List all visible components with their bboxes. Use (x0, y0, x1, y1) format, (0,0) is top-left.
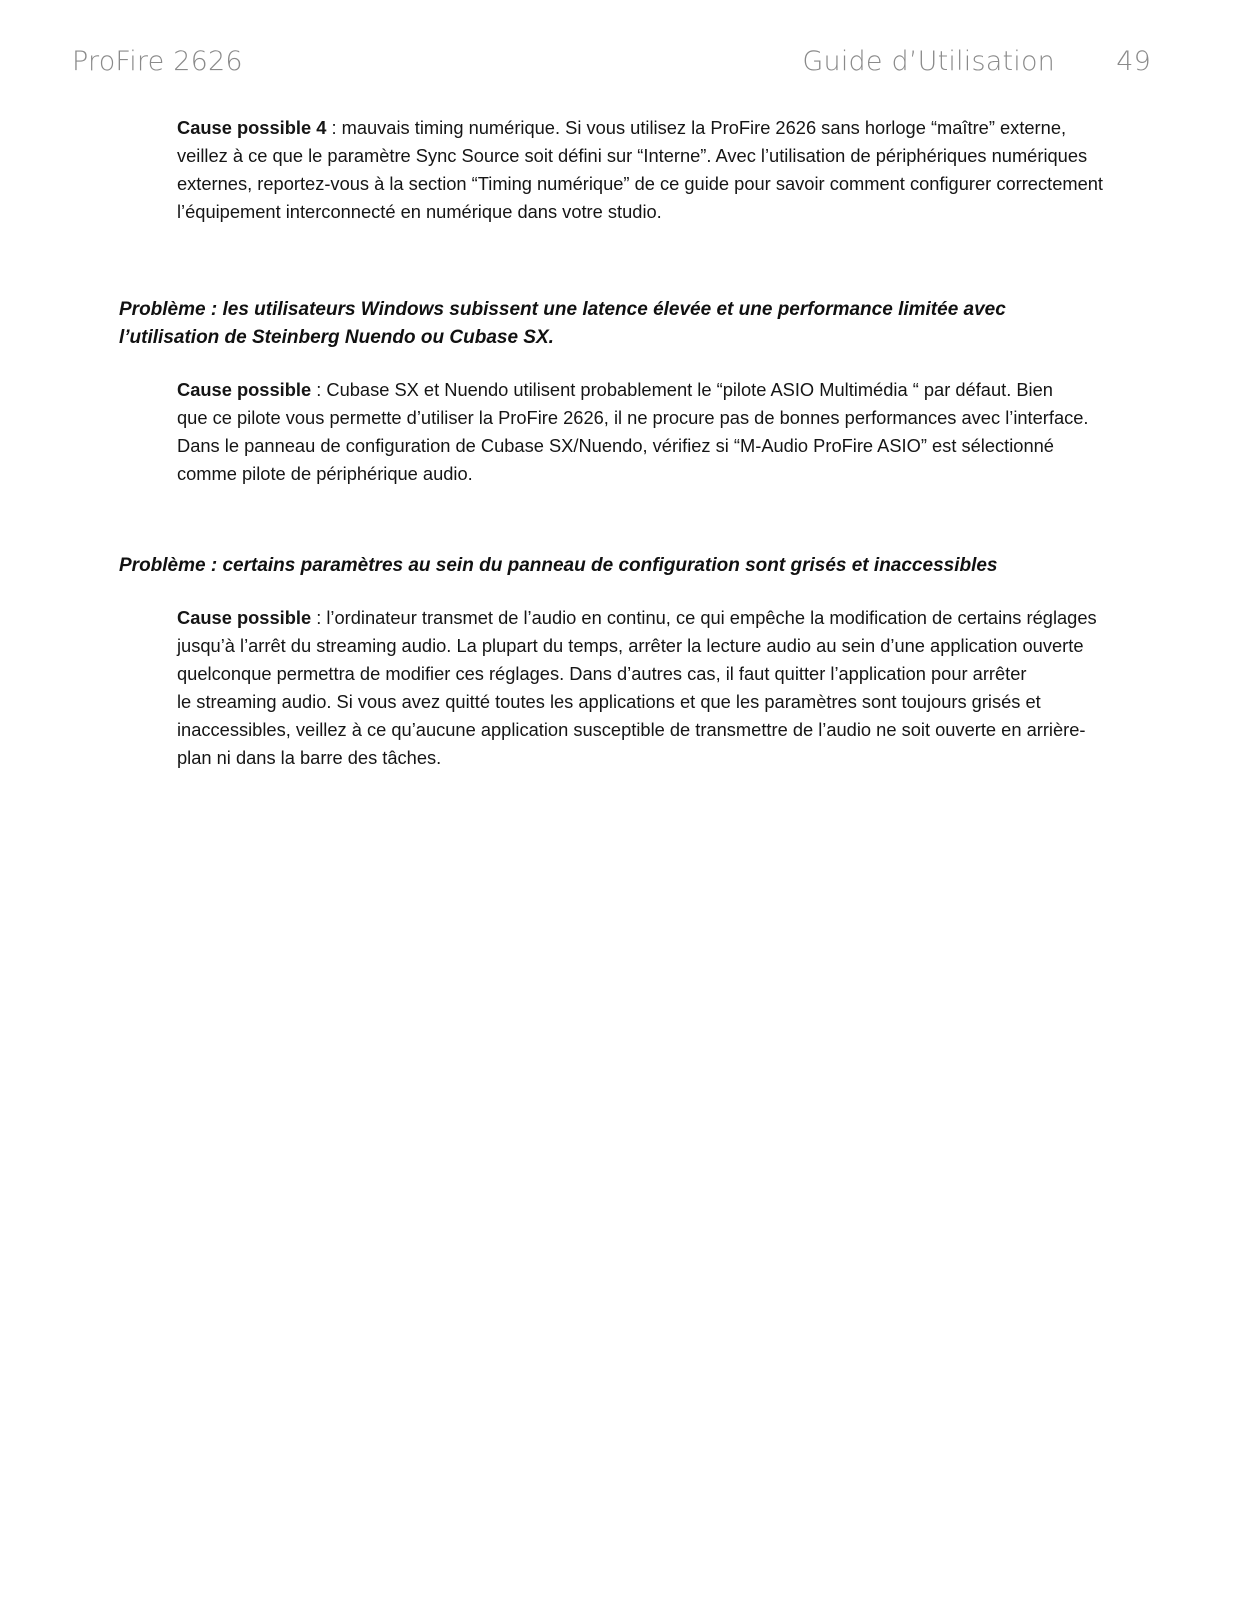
text-line: que ce pilote vous permette d’utiliser la ProFire 2626, il ne procure pas de bonnes performances avec l’interface. (177, 407, 1089, 428)
text-line: plan ni dans la barre des tâches. (177, 747, 442, 768)
text-run: : mauvais timing numérique. Si vous utilisez la ProFire 2626 sans horloge “maître” externe, (326, 117, 1067, 138)
cause-label: Cause possible (177, 379, 312, 400)
text-line: Dans le panneau de configuration de Cubase SX/Nuendo, vérifiez si “M-Audio ProFire ASIO” est sélectionné (177, 435, 1054, 456)
page-header (72, 46, 1151, 86)
heading-line: Problème : les utilisateurs Windows subissent une latence élevée et une performance limitée avec (119, 299, 1006, 320)
text-line: comme pilote de périphérique audio. (177, 463, 473, 484)
text-line (177, 604, 1147, 632)
cause-paragraph-4 (177, 114, 1147, 226)
text-line: inaccessibles, veillez à ce qu’aucune application susceptible de transmettre de l’audio ne soit ouverte en arrière- (177, 719, 1086, 740)
text-line: l’équipement interconnecté en numérique dans votre studio. (177, 201, 662, 222)
guide-title: Guide d’Utilisation (802, 46, 1055, 77)
text-line: externes, reportez-vous à la section “Timing numérique” de ce guide pour savoir comment configurer correctement (177, 173, 1103, 194)
text-line (177, 114, 1147, 142)
cause-label: Cause possible (177, 607, 312, 628)
heading-line: Problème : certains paramètres au sein du panneau de configuration sont grisés et inaccessibles (119, 555, 998, 576)
heading-line: l’utilisation de Steinberg Nuendo ou Cubase SX. (119, 327, 554, 348)
cause-label: Cause possible 4 (177, 117, 327, 138)
product-name: ProFire 2626 (72, 46, 243, 77)
text-line: le streaming audio. Si vous avez quitté toutes les applications et que les paramètres sont toujours grisés et (177, 691, 1041, 712)
page-content (0, 114, 1237, 772)
text-run: : Cubase SX et Nuendo utilisent probablement le “pilote ASIO Multimédia “ par défaut. Bien (311, 379, 1053, 400)
text-line: jusqu’à l’arrêt du streaming audio. La plupart du temps, arrêter la lecture audio au sein d’une application ouverte (177, 635, 1084, 656)
text-line: veillez à ce que le paramètre Sync Source soit défini sur “Interne”. Avec l’utilisation de périphériques numériques (177, 145, 1088, 166)
text-run: : l’ordinateur transmet de l’audio en continu, ce qui empêche la modification de certains réglages (311, 607, 1097, 628)
cause-paragraph-streaming (177, 604, 1147, 772)
text-line (177, 376, 1147, 404)
problem-heading-greyed-settings (119, 552, 1139, 580)
problem-heading-windows-latency (119, 296, 1139, 352)
page-number: 49 (1116, 46, 1151, 77)
text-line: quelconque permettra de modifier ces réglages. Dans d’autres cas, il faut quitter l’application pour arrêter (177, 663, 1027, 684)
cause-paragraph-asio (177, 376, 1147, 488)
